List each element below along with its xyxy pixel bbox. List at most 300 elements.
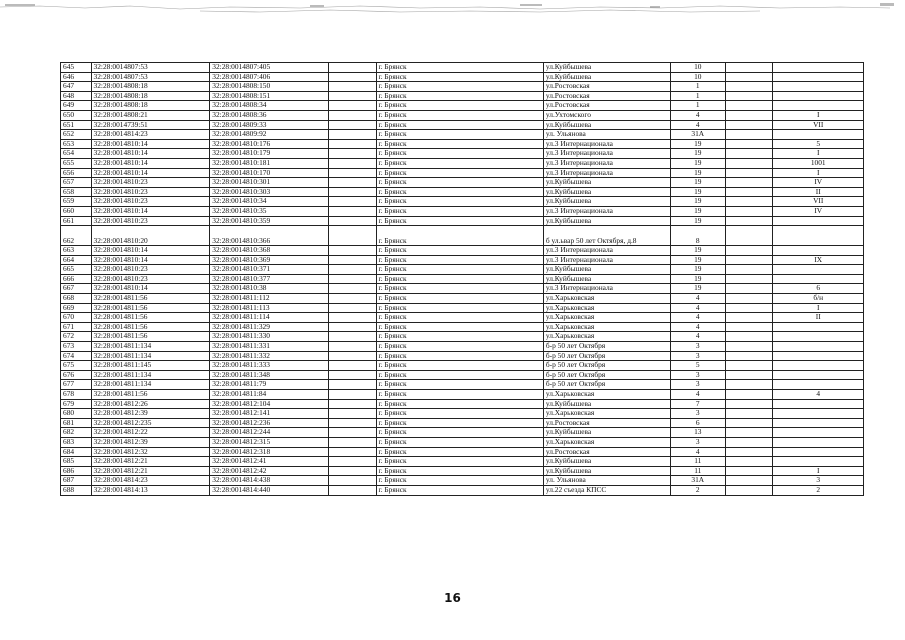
apartment-cell xyxy=(773,457,864,467)
cadastral-number-cell: 32:28:0014810:359 xyxy=(210,216,329,226)
cadastral-quarter-cell: 32:28:0014811:145 xyxy=(91,361,210,371)
empty-cell xyxy=(725,72,773,82)
apartment-cell xyxy=(773,72,864,82)
apartment-cell xyxy=(773,409,864,419)
street-cell: б-р 50 лет Октября xyxy=(543,342,670,352)
table-row xyxy=(61,322,864,332)
table-row xyxy=(61,246,864,256)
street-cell: ул.Куйбышева xyxy=(543,197,670,207)
empty-cell xyxy=(725,437,773,447)
city-cell: г. Брянск xyxy=(376,130,543,140)
cadastral-quarter-cell: 32:28:0014812:26 xyxy=(91,399,210,409)
house-cell: 7 xyxy=(670,399,725,409)
table-row xyxy=(61,206,864,216)
row-number-cell: 650 xyxy=(61,110,92,120)
apartment-cell xyxy=(773,361,864,371)
empty-cell xyxy=(329,265,377,275)
cadastral-number-cell: 32:28:0014810:170 xyxy=(210,168,329,178)
city-cell: г. Брянск xyxy=(376,428,543,438)
apartment-cell xyxy=(773,332,864,342)
house-cell: 3 xyxy=(670,380,725,390)
cadastral-number-cell: 32:28:0014811:114 xyxy=(210,313,329,323)
cadastral-quarter-cell: 32:28:0014810:23 xyxy=(91,197,210,207)
cadastral-number-cell: 32:28:0014809:33 xyxy=(210,120,329,130)
house-cell: 4 xyxy=(670,447,725,457)
empty-cell xyxy=(329,168,377,178)
city-cell: г. Брянск xyxy=(376,399,543,409)
apartment-cell: 3 xyxy=(773,476,864,486)
street-cell: ул.Ростовская xyxy=(543,101,670,111)
table-row xyxy=(61,466,864,476)
row-number-cell: 686 xyxy=(61,466,92,476)
empty-cell xyxy=(329,72,377,82)
house-cell: 3 xyxy=(670,409,725,419)
street-cell: б-р 50 лет Октября xyxy=(543,351,670,361)
table-row xyxy=(61,149,864,159)
apartment-cell xyxy=(773,447,864,457)
table-row xyxy=(61,255,864,265)
table-body xyxy=(61,63,864,496)
apartment-cell: II xyxy=(773,313,864,323)
empty-cell xyxy=(725,197,773,207)
street-cell: б-р 50 лет Октября xyxy=(543,361,670,371)
street-cell: ул.Куйбышева xyxy=(543,178,670,188)
house-cell: 19 xyxy=(670,139,725,149)
cadastral-quarter-cell: 32:28:0014810:14 xyxy=(91,149,210,159)
cadastral-quarter-cell: 32:28:0014808:18 xyxy=(91,82,210,92)
cadastral-number-cell: 32:28:0014808:151 xyxy=(210,91,329,101)
row-number-cell: 682 xyxy=(61,428,92,438)
city-cell: г. Брянск xyxy=(376,437,543,447)
cadastral-quarter-cell: 32:28:0014811:56 xyxy=(91,294,210,304)
empty-cell xyxy=(725,178,773,188)
row-number-cell: 684 xyxy=(61,447,92,457)
row-number-cell: 663 xyxy=(61,246,92,256)
cadastral-number-cell: 32:28:0014810:368 xyxy=(210,246,329,256)
empty-cell xyxy=(329,197,377,207)
empty-cell xyxy=(725,120,773,130)
cadastral-number-cell: 32:28:0014810:35 xyxy=(210,206,329,216)
empty-cell xyxy=(725,342,773,352)
cadastral-quarter-cell: 32:28:0014739:51 xyxy=(91,120,210,130)
house-cell: 4 xyxy=(670,120,725,130)
table-row xyxy=(61,178,864,188)
apartment-cell xyxy=(773,82,864,92)
cadastral-quarter-cell: 32:28:0014808:18 xyxy=(91,101,210,111)
apartment-cell: б/н xyxy=(773,294,864,304)
city-cell: г. Брянск xyxy=(376,485,543,495)
city-cell: г. Брянск xyxy=(376,409,543,419)
city-cell: г. Брянск xyxy=(376,149,543,159)
row-number-cell: 672 xyxy=(61,332,92,342)
empty-cell xyxy=(329,255,377,265)
apartment-cell: VII xyxy=(773,197,864,207)
table-row xyxy=(61,457,864,467)
empty-cell xyxy=(329,322,377,332)
city-cell: г. Брянск xyxy=(376,303,543,313)
apartment-cell: I xyxy=(773,149,864,159)
table-row xyxy=(61,313,864,323)
city-cell: г. Брянск xyxy=(376,390,543,400)
empty-cell xyxy=(329,428,377,438)
cadastral-number-cell: 32:28:0014810:377 xyxy=(210,274,329,284)
street-cell: б ул.ьвар 50 лет Октября, д.8 xyxy=(543,226,670,246)
cadastral-quarter-cell: 32:28:0014812:39 xyxy=(91,437,210,447)
cadastral-quarter-cell: 32:28:0014810:14 xyxy=(91,139,210,149)
apartment-cell: 4 xyxy=(773,390,864,400)
empty-cell xyxy=(725,332,773,342)
street-cell: ул.3 Интернационала xyxy=(543,284,670,294)
table-row xyxy=(61,120,864,130)
apartment-cell xyxy=(773,101,864,111)
empty-cell xyxy=(329,284,377,294)
row-number-cell: 655 xyxy=(61,158,92,168)
table-row xyxy=(61,63,864,73)
cadastral-quarter-cell: 32:28:0014808:21 xyxy=(91,110,210,120)
table-row xyxy=(61,399,864,409)
empty-cell xyxy=(725,294,773,304)
street-cell: ул.Куйбышева xyxy=(543,63,670,73)
city-cell: г. Брянск xyxy=(376,197,543,207)
empty-cell xyxy=(329,370,377,380)
empty-cell xyxy=(725,457,773,467)
row-number-cell: 647 xyxy=(61,82,92,92)
apartment-cell xyxy=(773,418,864,428)
cadastral-quarter-cell: 32:28:0014814:23 xyxy=(91,476,210,486)
table-row xyxy=(61,197,864,207)
empty-cell xyxy=(725,63,773,73)
city-cell: г. Брянск xyxy=(376,322,543,332)
house-cell: 19 xyxy=(670,197,725,207)
cadastral-number-cell: 32:28:0014810:369 xyxy=(210,255,329,265)
row-number-cell: 688 xyxy=(61,485,92,495)
row-number-cell: 654 xyxy=(61,149,92,159)
empty-cell xyxy=(329,226,377,246)
street-cell: ул.Ростовская xyxy=(543,82,670,92)
cadastral-quarter-cell: 32:28:0014807:53 xyxy=(91,72,210,82)
cadastral-number-cell: 32:28:0014811:331 xyxy=(210,342,329,352)
street-cell: ул.Харьковская xyxy=(543,294,670,304)
cadastral-number-cell: 32:28:0014811:79 xyxy=(210,380,329,390)
table-row xyxy=(61,274,864,284)
cadastral-number-cell: 32:28:0014809:92 xyxy=(210,130,329,140)
table-row xyxy=(61,110,864,120)
empty-cell xyxy=(725,447,773,457)
house-cell: 4 xyxy=(670,332,725,342)
cadastral-number-cell: 32:28:0014814:440 xyxy=(210,485,329,495)
cadastral-quarter-cell: 32:28:0014812:39 xyxy=(91,409,210,419)
house-cell: 4 xyxy=(670,303,725,313)
street-cell: ул.22 съезда КПСС xyxy=(543,485,670,495)
apartment-cell xyxy=(773,91,864,101)
row-number-cell: 681 xyxy=(61,418,92,428)
city-cell: г. Брянск xyxy=(376,226,543,246)
house-cell: 4 xyxy=(670,110,725,120)
row-number-cell: 653 xyxy=(61,139,92,149)
apartment-cell: I xyxy=(773,466,864,476)
house-cell: 6 xyxy=(670,418,725,428)
cadastral-quarter-cell: 32:28:0014811:134 xyxy=(91,351,210,361)
empty-cell xyxy=(725,361,773,371)
apartment-cell xyxy=(773,399,864,409)
table-row xyxy=(61,139,864,149)
table-row xyxy=(61,82,864,92)
apartment-cell: IV xyxy=(773,178,864,188)
empty-cell xyxy=(725,418,773,428)
empty-cell xyxy=(725,187,773,197)
cadastral-number-cell: 32:28:0014808:36 xyxy=(210,110,329,120)
apartment-cell xyxy=(773,437,864,447)
apartment-cell: I xyxy=(773,168,864,178)
city-cell: г. Брянск xyxy=(376,158,543,168)
street-cell: ул.3 Интернационала xyxy=(543,206,670,216)
cadastral-number-cell: 32:28:0014808:34 xyxy=(210,101,329,111)
empty-cell xyxy=(329,418,377,428)
cadastral-quarter-cell: 32:28:0014810:14 xyxy=(91,168,210,178)
table-row xyxy=(61,265,864,275)
empty-cell xyxy=(725,466,773,476)
row-number-cell: 676 xyxy=(61,370,92,380)
cadastral-quarter-cell: 32:28:0014812:32 xyxy=(91,447,210,457)
house-cell: 4 xyxy=(670,313,725,323)
city-cell: г. Брянск xyxy=(376,370,543,380)
cadastral-table xyxy=(60,62,864,496)
table-row xyxy=(61,168,864,178)
empty-cell xyxy=(329,457,377,467)
empty-cell xyxy=(725,313,773,323)
apartment-cell xyxy=(773,226,864,246)
cadastral-quarter-cell: 32:28:0014810:14 xyxy=(91,206,210,216)
cadastral-number-cell: 32:28:0014812:315 xyxy=(210,437,329,447)
empty-cell xyxy=(329,485,377,495)
empty-cell xyxy=(725,284,773,294)
house-cell: 11 xyxy=(670,466,725,476)
street-cell: ул.3 Интернационала xyxy=(543,255,670,265)
row-number-cell: 651 xyxy=(61,120,92,130)
cadastral-number-cell: 32:28:0014811:330 xyxy=(210,332,329,342)
street-cell: ул. Ульянова xyxy=(543,476,670,486)
table-row xyxy=(61,418,864,428)
empty-cell xyxy=(329,409,377,419)
empty-cell xyxy=(725,399,773,409)
empty-cell xyxy=(329,274,377,284)
street-cell: ул.Харьковская xyxy=(543,437,670,447)
cadastral-quarter-cell: 32:28:0014811:56 xyxy=(91,313,210,323)
empty-cell xyxy=(725,409,773,419)
city-cell: г. Брянск xyxy=(376,178,543,188)
empty-cell xyxy=(725,101,773,111)
city-cell: г. Брянск xyxy=(376,457,543,467)
table-row xyxy=(61,216,864,226)
cadastral-quarter-cell: 32:28:0014812:235 xyxy=(91,418,210,428)
street-cell: ул.3 Интернационала xyxy=(543,168,670,178)
empty-cell xyxy=(725,265,773,275)
house-cell: 19 xyxy=(670,265,725,275)
row-number-cell: 656 xyxy=(61,168,92,178)
street-cell: ул.Харьковская xyxy=(543,409,670,419)
empty-cell xyxy=(329,332,377,342)
city-cell: г. Брянск xyxy=(376,110,543,120)
table-row xyxy=(61,485,864,495)
apartment-cell xyxy=(773,63,864,73)
empty-cell xyxy=(725,255,773,265)
cadastral-number-cell: 32:28:0014811:112 xyxy=(210,294,329,304)
empty-cell xyxy=(725,226,773,246)
table-row xyxy=(61,342,864,352)
street-cell: ул.Куйбышева xyxy=(543,265,670,275)
cadastral-number-cell: 32:28:0014812:236 xyxy=(210,418,329,428)
empty-cell xyxy=(725,216,773,226)
cadastral-number-cell: 32:28:0014812:244 xyxy=(210,428,329,438)
cadastral-number-cell: 32:28:0014810:301 xyxy=(210,178,329,188)
empty-cell xyxy=(329,294,377,304)
table-row xyxy=(61,294,864,304)
empty-cell xyxy=(725,246,773,256)
cadastral-quarter-cell: 32:28:0014810:23 xyxy=(91,216,210,226)
street-cell: ул.Куйбышева xyxy=(543,187,670,197)
empty-cell xyxy=(725,322,773,332)
cadastral-quarter-cell: 32:28:0014810:14 xyxy=(91,284,210,294)
city-cell: г. Брянск xyxy=(376,246,543,256)
empty-cell xyxy=(725,91,773,101)
empty-cell xyxy=(725,476,773,486)
cadastral-number-cell: 32:28:0014811:333 xyxy=(210,361,329,371)
table-row xyxy=(61,332,864,342)
cadastral-number-cell: 32:28:0014810:371 xyxy=(210,265,329,275)
house-cell: 1 xyxy=(670,82,725,92)
house-cell: 4 xyxy=(670,294,725,304)
street-cell: ул.Куйбышева xyxy=(543,72,670,82)
row-number-cell: 683 xyxy=(61,437,92,447)
row-number-cell: 659 xyxy=(61,197,92,207)
cadastral-number-cell: 32:28:0014811:84 xyxy=(210,390,329,400)
table-row xyxy=(61,91,864,101)
cadastral-quarter-cell: 32:28:0014810:14 xyxy=(91,246,210,256)
empty-cell xyxy=(725,485,773,495)
cadastral-quarter-cell: 32:28:0014811:134 xyxy=(91,380,210,390)
cadastral-quarter-cell: 32:28:0014812:21 xyxy=(91,466,210,476)
apartment-cell: IV xyxy=(773,206,864,216)
street-cell: ул.Ухтомского xyxy=(543,110,670,120)
row-number-cell: 649 xyxy=(61,101,92,111)
cadastral-number-cell: 32:28:0014810:181 xyxy=(210,158,329,168)
cadastral-number-cell: 32:28:0014811:332 xyxy=(210,351,329,361)
row-number-cell: 664 xyxy=(61,255,92,265)
apartment-cell xyxy=(773,380,864,390)
street-cell: ул.Харьковская xyxy=(543,303,670,313)
house-cell: 1 xyxy=(670,101,725,111)
house-cell: 1 xyxy=(670,91,725,101)
city-cell: г. Брянск xyxy=(376,447,543,457)
cadastral-quarter-cell: 32:28:0014810:14 xyxy=(91,158,210,168)
empty-cell xyxy=(329,63,377,73)
row-number-cell: 674 xyxy=(61,351,92,361)
cadastral-quarter-cell: 32:28:0014812:22 xyxy=(91,428,210,438)
table-row xyxy=(61,361,864,371)
cadastral-number-cell: 32:28:0014812:141 xyxy=(210,409,329,419)
house-cell: 19 xyxy=(670,206,725,216)
cadastral-number-cell: 32:28:0014808:150 xyxy=(210,82,329,92)
city-cell: г. Брянск xyxy=(376,139,543,149)
cadastral-number-cell: 32:28:0014807:405 xyxy=(210,63,329,73)
empty-cell xyxy=(329,351,377,361)
empty-cell xyxy=(329,246,377,256)
street-cell: б-р 50 лет Октября xyxy=(543,380,670,390)
street-cell: ул.3 Интернационала xyxy=(543,158,670,168)
city-cell: г. Брянск xyxy=(376,351,543,361)
street-cell: ул.Куйбышева xyxy=(543,457,670,467)
cadastral-number-cell: 32:28:0014807:406 xyxy=(210,72,329,82)
row-number-cell: 678 xyxy=(61,390,92,400)
street-cell: ул. Ульянова xyxy=(543,130,670,140)
row-number-cell: 671 xyxy=(61,322,92,332)
street-cell: ул.Харьковская xyxy=(543,313,670,323)
city-cell: г. Брянск xyxy=(376,63,543,73)
row-number-cell: 667 xyxy=(61,284,92,294)
row-number-cell: 665 xyxy=(61,265,92,275)
city-cell: г. Брянск xyxy=(376,313,543,323)
cadastral-number-cell: 32:28:0014810:34 xyxy=(210,197,329,207)
city-cell: г. Брянск xyxy=(376,284,543,294)
house-cell: 19 xyxy=(670,187,725,197)
cadastral-number-cell: 32:28:0014811:348 xyxy=(210,370,329,380)
apartment-cell: I xyxy=(773,303,864,313)
city-cell: г. Брянск xyxy=(376,255,543,265)
empty-cell xyxy=(329,187,377,197)
scan-artifact-top xyxy=(0,0,905,18)
empty-cell xyxy=(725,149,773,159)
apartment-cell xyxy=(773,265,864,275)
row-number-cell: 661 xyxy=(61,216,92,226)
empty-cell xyxy=(329,158,377,168)
city-cell: г. Брянск xyxy=(376,274,543,284)
row-number-cell: 657 xyxy=(61,178,92,188)
empty-cell xyxy=(329,178,377,188)
cadastral-number-cell: 32:28:0014810:179 xyxy=(210,149,329,159)
apartment-cell: 5 xyxy=(773,139,864,149)
house-cell: 10 xyxy=(670,63,725,73)
table-row xyxy=(61,370,864,380)
cadastral-number-cell: 32:28:0014814:438 xyxy=(210,476,329,486)
empty-cell xyxy=(329,101,377,111)
empty-cell xyxy=(725,390,773,400)
house-cell: 13 xyxy=(670,428,725,438)
empty-cell xyxy=(725,139,773,149)
house-cell: 19 xyxy=(670,216,725,226)
apartment-cell: I xyxy=(773,110,864,120)
house-cell: 3 xyxy=(670,370,725,380)
empty-cell xyxy=(329,139,377,149)
city-cell: г. Брянск xyxy=(376,101,543,111)
city-cell: г. Брянск xyxy=(376,361,543,371)
page-number: 16 xyxy=(444,591,461,605)
apartment-cell: 2 xyxy=(773,485,864,495)
apartment-cell: 6 xyxy=(773,284,864,294)
city-cell: г. Брянск xyxy=(376,168,543,178)
empty-cell xyxy=(329,206,377,216)
cadastral-number-cell: 32:28:0014812:42 xyxy=(210,466,329,476)
row-number-cell: 685 xyxy=(61,457,92,467)
street-cell: ул.Куйбышева xyxy=(543,274,670,284)
row-number-cell: 679 xyxy=(61,399,92,409)
street-cell: ул.Харьковская xyxy=(543,332,670,342)
house-cell: 3 xyxy=(670,351,725,361)
empty-cell xyxy=(329,313,377,323)
house-cell: 19 xyxy=(670,246,725,256)
empty-cell xyxy=(329,380,377,390)
house-cell: 8 xyxy=(670,226,725,246)
apartment-cell xyxy=(773,216,864,226)
